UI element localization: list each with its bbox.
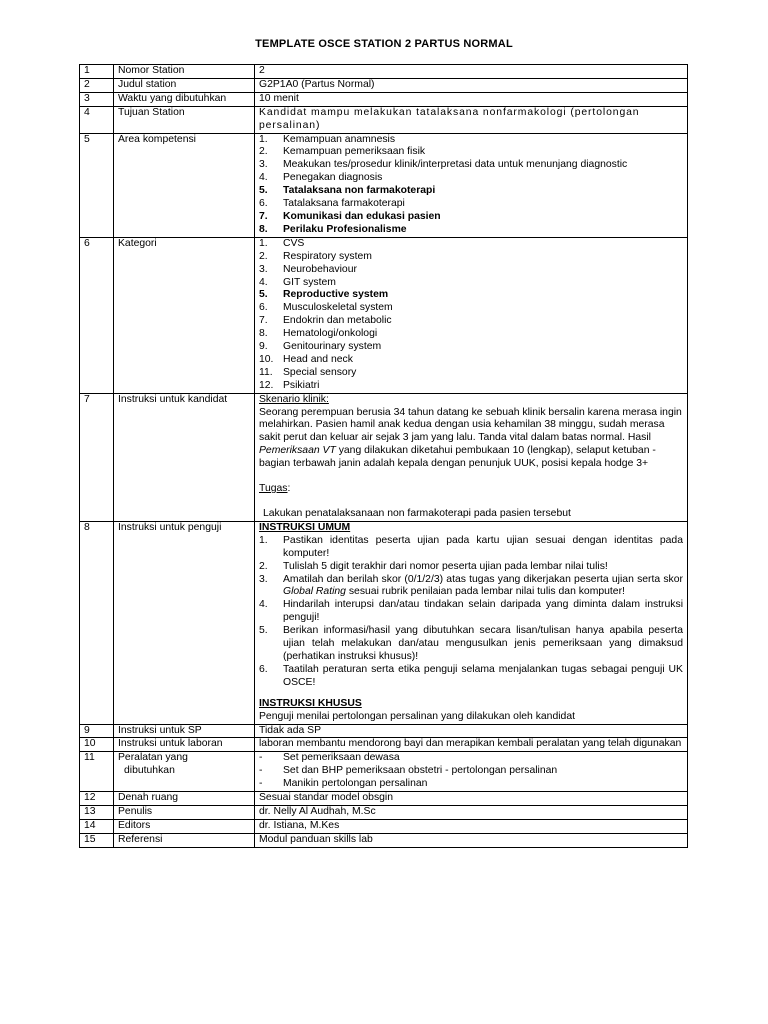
row-number: 10	[80, 738, 114, 752]
row-label: Instruksi untuk laboran	[114, 738, 255, 752]
table-row	[80, 133, 688, 237]
row-number: 14	[80, 819, 114, 833]
table-row	[80, 65, 688, 79]
list-item: 3. Amatilah dan berilah skor (0/1/2/3) atas tugas yang dikerjakan peserta ujian serta skor Global Rating sesuai rubrik penilaian pada lembar nilai tulis dan komputer!	[259, 573, 683, 598]
row-number: 8	[80, 521, 114, 724]
row-value: 10 menit	[255, 92, 688, 106]
list-item: 11. Special sensory	[259, 366, 357, 378]
table-row	[80, 805, 688, 819]
scenario-text: Seorang perempuan berusia 34 tahun datang ke sebuah klinik bersalin karena merasa ingin melahirkan. Pasien hamil anak kedua dengan usia kehamilan 38 minggu, sudah merasa sakit perut dan keluar air sejak 3 jam yang lalu. Tanda vital dalam batas normal. Hasil Pemeriksaan VT yang dilakukan diketahui pembukaan 10 (lengkap), selaput ketuban - bagian terbawah janin adalah kepala dengan penunjuk UUK, posisi kepala hodge 3+	[259, 406, 682, 470]
list-item: 9. Genitourinary system	[259, 341, 382, 353]
table-row	[80, 819, 688, 833]
table-row	[80, 393, 688, 521]
row-number: 5	[80, 133, 114, 237]
row-value: Modul panduan skills lab	[255, 833, 688, 847]
osce-table	[79, 64, 688, 848]
list-item: 8. Perilaku Profesionalisme	[259, 223, 407, 235]
row-value	[255, 752, 688, 792]
list-item: 5. Reproductive system	[259, 289, 389, 301]
list-item: 1. Kemampuan anamnesis	[259, 133, 396, 145]
row-label: Nomor Station	[114, 65, 255, 79]
row-value: Sesuai standar model obsgin	[255, 792, 688, 806]
row-label: Editors	[114, 819, 255, 833]
row-label: Instruksi untuk SP	[114, 724, 255, 738]
row-number: 12	[80, 792, 114, 806]
row-value: laboran membantu mendorong bayi dan merapikan kembali peralatan yang telah digunakan	[255, 738, 688, 752]
table-row	[80, 792, 688, 806]
row-value	[255, 393, 688, 521]
list-item: 4. GIT system	[259, 276, 336, 288]
row-label: Instruksi untuk penguji	[114, 521, 255, 724]
list-item: 7. Endokrin dan metabolic	[259, 315, 392, 327]
scenario-heading: Skenario klinik:	[259, 393, 329, 405]
table-row	[80, 106, 688, 133]
row-number: 11	[80, 752, 114, 792]
table-row	[80, 724, 688, 738]
row-value: dr. Istiana, M.Kes	[255, 819, 688, 833]
list-item: 7. Komunikasi dan edukasi pasien	[259, 210, 441, 222]
list-item: 2. Kemampuan pemeriksaan fisik	[259, 146, 426, 158]
table-row	[80, 237, 688, 393]
row-number: 6	[80, 237, 114, 393]
list-item: 4. Hindarilah interupsi dan/atau tindakan selain daripada yang diminta dalam instruksi penguji!	[259, 599, 683, 624]
general-instructions-list	[259, 535, 683, 690]
list-item: 1. CVS	[259, 237, 305, 249]
task-heading: Tugas:	[259, 483, 291, 495]
list-item: - Set dan BHP pemeriksaan obstetri - pertolongan persalinan	[259, 765, 558, 777]
list-item: 3. Neurobehaviour	[259, 263, 357, 275]
list-item: 5. Tatalaksana non farmakoterapi	[259, 185, 436, 197]
row-label: Judul station	[114, 78, 255, 92]
row-number: 15	[80, 833, 114, 847]
row-label: Tujuan Station	[114, 106, 255, 133]
row-number: 4	[80, 106, 114, 133]
row-number: 3	[80, 92, 114, 106]
row-number: 9	[80, 724, 114, 738]
row-value: Tidak ada SP	[255, 724, 688, 738]
general-instructions-heading: INSTRUKSI UMUM	[259, 521, 351, 533]
row-number: 13	[80, 805, 114, 819]
special-instructions-text: Penguji menilai pertolongan persalinan yang dilakukan oleh kandidat	[259, 710, 575, 722]
row-label: Penulis	[114, 805, 255, 819]
list-item: 2. Tulislah 5 digit terakhir dari nomor peserta ujian pada lembar nilai tulis!	[259, 560, 608, 572]
list-item: - Set pemeriksaan dewasa	[259, 752, 400, 764]
row-label: Instruksi untuk kandidat	[114, 393, 255, 521]
competency-list	[259, 134, 683, 237]
category-list	[259, 238, 683, 393]
table-row	[80, 738, 688, 752]
list-item: 8. Hematologi/onkologi	[259, 328, 378, 340]
row-value: Kandidat mampu melakukan tatalaksana nonfarmakologi (pertolongan persalinan)	[255, 106, 688, 133]
row-label: Denah ruang	[114, 792, 255, 806]
list-item: 12. Psikiatri	[259, 379, 320, 391]
row-label: Kategori	[114, 237, 255, 393]
list-item: - Manikin pertolongan persalinan	[259, 778, 428, 790]
list-item: 6. Taatilah peraturan serta etika penguji selama menjalankan tugas sebagai penguji UK OSCE!	[259, 663, 683, 688]
special-instructions-heading: INSTRUKSI KHUSUS	[259, 697, 362, 709]
list-item: 6. Musculoskeletal system	[259, 302, 393, 314]
row-number: 1	[80, 65, 114, 79]
list-item: 1. Pastikan identitas peserta ujian pada kartu ujian sesuai dengan identitas pada komputer!	[259, 534, 683, 559]
row-number: 2	[80, 78, 114, 92]
row-value	[255, 237, 688, 393]
row-label: Referensi	[114, 833, 255, 847]
table-row	[80, 833, 688, 847]
table-row	[80, 92, 688, 106]
row-label: Waktu yang dibutuhkan	[114, 92, 255, 106]
page-title: TEMPLATE OSCE STATION 2 PARTUS NORMAL	[255, 38, 513, 50]
list-item: 4. Penegakan diagnosis	[259, 172, 383, 184]
row-number: 7	[80, 393, 114, 521]
table-row	[80, 752, 688, 792]
row-label: Peralatan yang dibutuhkan	[114, 752, 255, 792]
list-item: 10. Head and neck	[259, 353, 353, 365]
list-item: 5. Berikan informasi/hasil yang dibutuhkan secara lisan/tulisan hanya apabila peserta ujian telah melakukan dan/atau mengusulkan jenis pemeriksaan yang dimaksud (perhatikan instruksi khusus)!	[259, 625, 683, 662]
task-text: Lakukan penatalaksanaan non farmakoterapi pada pasien tersebut	[263, 508, 571, 519]
list-item: 3. Meakukan tes/prosedur klinik/interpretasi data untuk menunjang diagnostic	[259, 159, 628, 171]
row-value: G2P1A0 (Partus Normal)	[255, 78, 688, 92]
list-item: 6. Tatalaksana farmakoterapi	[259, 198, 405, 210]
row-value: 2	[255, 65, 688, 79]
row-value	[255, 133, 688, 237]
table-row	[80, 78, 688, 92]
row-value: dr. Nelly Al Audhah, M.Sc	[255, 805, 688, 819]
equipment-list	[259, 752, 683, 791]
row-label: Area kompetensi	[114, 133, 255, 237]
table-row	[80, 521, 688, 724]
list-item: 2. Respiratory system	[259, 250, 372, 262]
row-value	[255, 521, 688, 724]
